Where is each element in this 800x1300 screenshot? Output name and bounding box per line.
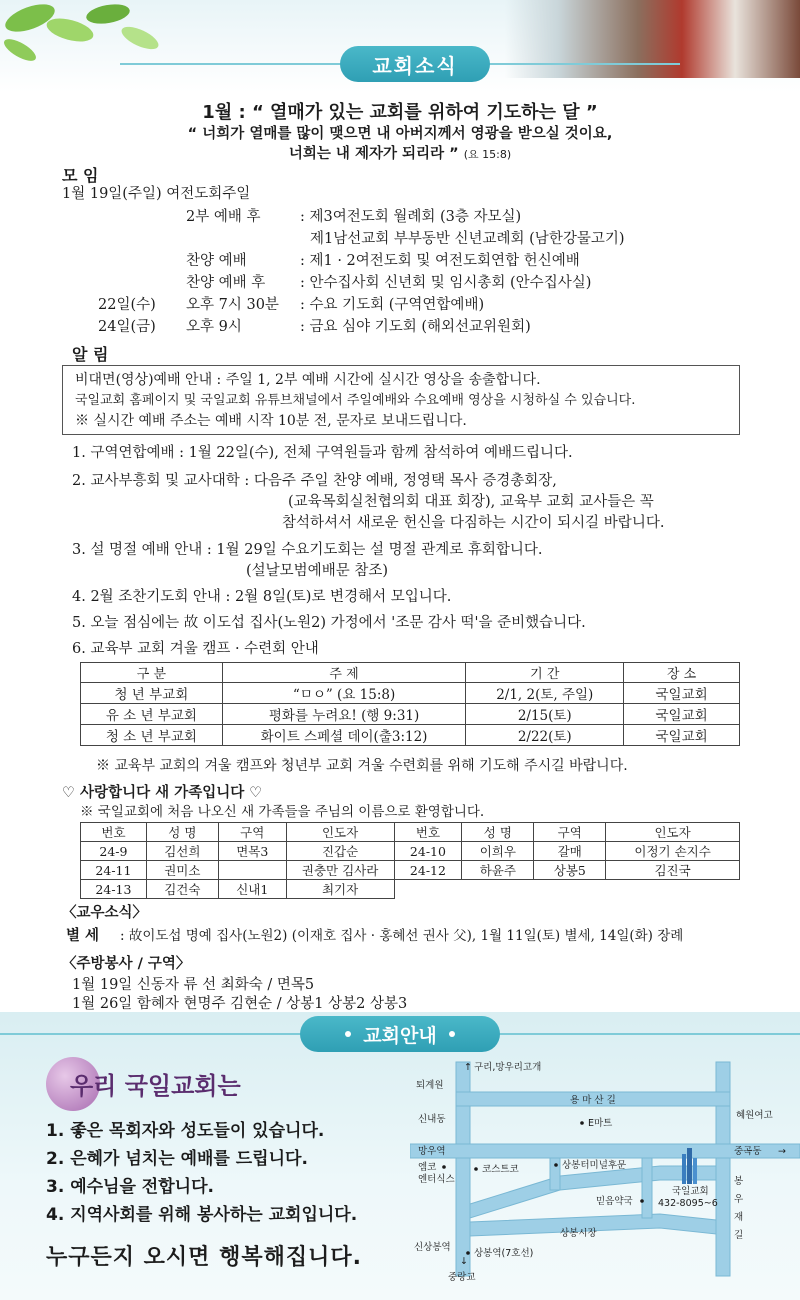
- table-header-cell: 구역: [534, 823, 606, 842]
- table-header-cell: 기 간: [466, 663, 624, 683]
- table-cell: [218, 861, 286, 880]
- table-cell: 화이트 스페셜 데이(출3:12): [222, 725, 466, 746]
- gathering-day2-date: 22일(수): [98, 297, 156, 313]
- table-row: [81, 725, 740, 746]
- gathering-day2-desc: : 수요 기도회 (구역연합예배): [300, 297, 485, 313]
- notice-item-4: 4. 2월 조찬기도회 안내 : 2월 8일(토)로 변경해서 모입니다.: [72, 589, 452, 605]
- notice-item-2: 2. 교사부흥회 및 교사대학 : 다음주 주일 찬양 예배, 정영택 목사 증경총회장,: [72, 473, 557, 489]
- table-cell: 이희우: [462, 842, 534, 861]
- table-cell: 평화를 누려요! (행 9:31): [222, 704, 466, 725]
- table-cell: 24-11: [81, 861, 147, 880]
- table-cell: 24-13: [81, 880, 147, 899]
- notice-item-5: 5. 오늘 점심에는 故 이도섭 집사(노원2) 가정에서 '조문 감사 떡'을 준비했습니다.: [72, 615, 586, 631]
- theme-verse-line1: “ 너희가 열매를 많이 맺으면 내 아버지께서 영광을 받으실 것이요,: [187, 126, 613, 142]
- map-marker-icon: [554, 1163, 558, 1167]
- table-header-cell: 번호: [394, 823, 462, 842]
- new-family-note: ※ 국일교회에 처음 나오신 새 가족들을 주님의 이름으로 환영합니다.: [80, 804, 485, 820]
- church-guide-banner: [300, 1016, 500, 1052]
- gathering-time: 2부 예배 후: [186, 209, 261, 225]
- kitchen-service-heading: 〈주방봉사 / 구역〉: [62, 956, 191, 972]
- church-news-banner: 교회소식: [340, 46, 490, 82]
- new-family-heading: ♡ 사랑합니다 새 가족입니다 ♡: [62, 785, 263, 801]
- table-header-cell: 주 제: [222, 663, 466, 683]
- notice-item-1: 1. 구역연합예배 : 1월 22일(수), 전체 구역원들과 함께 참석하여 예배드립니다.: [72, 445, 573, 461]
- notice-item-2-cont: (교육목회실천협의회 대표 회장), 교육부 교회 교사들은 꼭: [288, 494, 654, 510]
- leaves-decoration: [0, 0, 170, 70]
- map-label: 엠코: [418, 1162, 437, 1173]
- gathering-desc: : 제1 · 2여전도회 및 여전도회연합 헌신예배: [300, 253, 580, 269]
- map-label: E마트: [588, 1118, 613, 1129]
- table-cell: 2/15(토): [466, 704, 624, 725]
- header-photo: [505, 0, 800, 78]
- welcome-message: 누구든지 오시면 행복해집니다.: [46, 1245, 362, 1270]
- table-cell: 이정기 손지수: [606, 842, 740, 861]
- map-marker-icon: [466, 1251, 470, 1255]
- table-cell: “ㅁㅇ” (요 15:8): [222, 683, 466, 704]
- table-cell: 청 소 년 부교회: [81, 725, 223, 746]
- map-label: 중랑교: [448, 1272, 476, 1283]
- church-point: 2. 은혜가 넘치는 예배를 드립니다.: [46, 1149, 308, 1169]
- map-label: 상봉시장: [560, 1228, 597, 1239]
- table-row: [81, 704, 740, 725]
- arrow-right-icon: →: [778, 1146, 786, 1157]
- church-point: 1. 좋은 목회자와 성도들이 있습니다.: [46, 1121, 325, 1141]
- gathering-heading: 모 임: [62, 166, 99, 185]
- gathering-day2-time: 오후 7시 30분: [186, 297, 279, 313]
- map-label: 봉: [734, 1176, 744, 1187]
- table-cell: 24-9: [81, 842, 147, 861]
- online-worship-notice-box: [62, 365, 740, 435]
- table-cell-empty: [534, 880, 606, 899]
- dot-icon: [345, 1031, 351, 1037]
- church-intro-heading: 우리 국일교회는: [70, 1072, 241, 1100]
- map-label: 혜원여고: [736, 1110, 773, 1121]
- map-label: 상봉역(7호선): [474, 1248, 534, 1259]
- church-point: 3. 예수님을 전합니다.: [46, 1177, 214, 1197]
- map-label: 퇴계원: [416, 1080, 444, 1091]
- table-row: [81, 842, 740, 861]
- kitchen-service-line: 1월 26일 함혜자 현명주 김현순 / 상봉1 상봉2 상봉3: [72, 996, 408, 1012]
- notice-box-line: ※ 실시간 예배 주소는 예배 시작 10분 전, 문자로 보내드립니다.: [75, 413, 467, 429]
- gathering-day3-desc: : 금요 심야 기도회 (해외선교위원회): [300, 319, 531, 335]
- members-news-label: 별 세: [66, 927, 100, 944]
- verse-text: 너희는 내 제자가 되리라 ”: [288, 146, 459, 162]
- table-cell: 최기자: [286, 880, 394, 899]
- map-label: 엔터식스: [418, 1174, 455, 1185]
- gathering-desc: : 안수집사회 신년회 및 임시총회 (안수집사실): [300, 275, 592, 291]
- map-marker-icon: [442, 1165, 446, 1169]
- church-location-map: [410, 1058, 800, 1286]
- table-cell: 국일교회: [624, 725, 740, 746]
- table-cell: 신내1: [218, 880, 286, 899]
- gathering-desc: : 제3여전도회 월례회 (3층 자모실): [300, 209, 522, 225]
- map-marker-icon: [580, 1121, 584, 1125]
- table-cell: 권충만 김사라: [286, 861, 394, 880]
- table-header-row: [81, 663, 740, 683]
- new-family-table: [80, 822, 740, 899]
- table-cell: 하윤주: [462, 861, 534, 880]
- table-cell: 국일교회: [624, 683, 740, 704]
- map-marker-icon: [474, 1167, 478, 1171]
- table-cell: 2/1, 2(토, 주일): [466, 683, 624, 704]
- gathering-time: 찬양 예배 후: [186, 275, 266, 291]
- table-cell-empty: [462, 880, 534, 899]
- map-label: 상봉터미널후문: [562, 1160, 627, 1171]
- map-label: 길: [734, 1230, 744, 1241]
- table-header-cell: 성 명: [462, 823, 534, 842]
- table-cell: 권미소: [146, 861, 218, 880]
- map-marker-icon: [640, 1199, 644, 1203]
- table-cell-empty: [606, 880, 740, 899]
- notice-item-6: 6. 교육부 교회 겨울 캠프 · 수련회 안내: [72, 641, 319, 657]
- table-row: [81, 683, 740, 704]
- gathering-day1: 1월 19일(주일) 여전도회주일: [62, 186, 251, 202]
- table-cell: 김선희: [146, 842, 218, 861]
- table-header-cell: 번호: [81, 823, 147, 842]
- map-label: 신내동: [418, 1114, 446, 1125]
- map-label: 중곡동: [734, 1146, 762, 1157]
- map-label: 신상봉역: [414, 1242, 451, 1253]
- table-cell: 김진국: [606, 861, 740, 880]
- kitchen-service-line: 1월 19일 신동자 류 선 최화숙 / 면목5: [72, 977, 315, 993]
- camp-note: ※ 교육부 교회의 겨울 캠프와 청년부 교회 겨울 수련회를 위해 기도해 주시길 바랍니다.: [96, 758, 628, 774]
- church-point: 4. 지역사회를 위해 봉사하는 교회입니다.: [46, 1205, 358, 1225]
- table-header-cell: 인도자: [286, 823, 394, 842]
- table-header-row: [81, 823, 740, 842]
- map-label: 432-8095~6: [658, 1198, 718, 1209]
- notices-heading: 알 림: [72, 345, 109, 364]
- map-label: 코스트코: [482, 1164, 519, 1175]
- table-cell: 상봉5: [534, 861, 606, 880]
- theme-verse-line2: [0, 142, 800, 163]
- notice-box-line: 비대면(영상)예배 안내 : 주일 1, 2부 예배 시간에 실시간 영상을 송출합니다.: [75, 372, 541, 388]
- camp-schedule-table: [80, 662, 740, 746]
- gathering-time: 찬양 예배: [186, 253, 247, 269]
- dot-icon: [449, 1031, 455, 1037]
- notice-item-3: 3. 설 명절 예배 안내 : 1월 29일 수요기도회는 설 명절 관계로 휴회합니다.: [72, 542, 543, 558]
- table-cell: 유 소 년 부교회: [81, 704, 223, 725]
- notice-item-3-cont: (설날모범예배문 참조): [246, 563, 388, 579]
- map-label: 국일교회: [672, 1186, 709, 1197]
- map-label: 재: [734, 1212, 744, 1223]
- table-row: [81, 880, 740, 899]
- map-label: 구리,망우리고개: [474, 1062, 542, 1073]
- table-cell: 청 년 부교회: [81, 683, 223, 704]
- map-label: 망우역: [418, 1146, 446, 1157]
- table-cell: 김건숙: [146, 880, 218, 899]
- verse-reference: (요 15:8): [463, 148, 512, 161]
- arrow-down-icon: ↓: [460, 1256, 468, 1267]
- church-guide-label: 교회안내: [363, 1024, 437, 1047]
- table-header-cell: 인도자: [606, 823, 740, 842]
- notice-item-2-cont: 참석하셔서 새로운 헌신을 다짐하는 시간이 되시길 바랍니다.: [282, 515, 665, 531]
- table-header-cell: 장 소: [624, 663, 740, 683]
- members-news-heading: 〈교우소식〉: [62, 905, 148, 921]
- table-cell: 국일교회: [624, 704, 740, 725]
- arrow-up-icon: ↑: [464, 1062, 472, 1073]
- map-label: 용 마 산 길: [570, 1095, 616, 1106]
- map-label: 믿음약국: [596, 1196, 633, 1207]
- table-cell: 면목3: [218, 842, 286, 861]
- map-label: 우: [734, 1194, 744, 1205]
- gathering-day3-time: 오후 9시: [186, 319, 242, 335]
- table-cell: 갈매: [534, 842, 606, 861]
- gathering-day3-date: 24일(금): [98, 319, 156, 335]
- table-cell-empty: [394, 880, 462, 899]
- table-header-cell: 구역: [218, 823, 286, 842]
- monthly-theme-title: 1월 : “ 열매가 있는 교회를 위하여 기도하는 달 ”: [202, 102, 598, 123]
- table-cell: 24-12: [394, 861, 462, 880]
- table-header-cell: 성 명: [146, 823, 218, 842]
- notice-box-line: 국일교회 홈페이지 및 국일교회 유튜브채널에서 주일예배와 수요예배 영상을 시청하실 수 있습니다.: [75, 393, 636, 408]
- gathering-desc: 제1남선교회 부부동반 신년교례회 (남한강물고기): [310, 231, 625, 247]
- table-cell: 24-10: [394, 842, 462, 861]
- table-cell: 2/22(토): [466, 725, 624, 746]
- table-header-cell: 구 분: [81, 663, 223, 683]
- members-news-text: : 故이도섭 명예 집사(노원2) (이재호 집사 · 홍혜선 권사 父), 1월 11일(토) 별세, 14일(화) 장례: [120, 928, 684, 944]
- table-row: [81, 861, 740, 880]
- table-cell: 진갑순: [286, 842, 394, 861]
